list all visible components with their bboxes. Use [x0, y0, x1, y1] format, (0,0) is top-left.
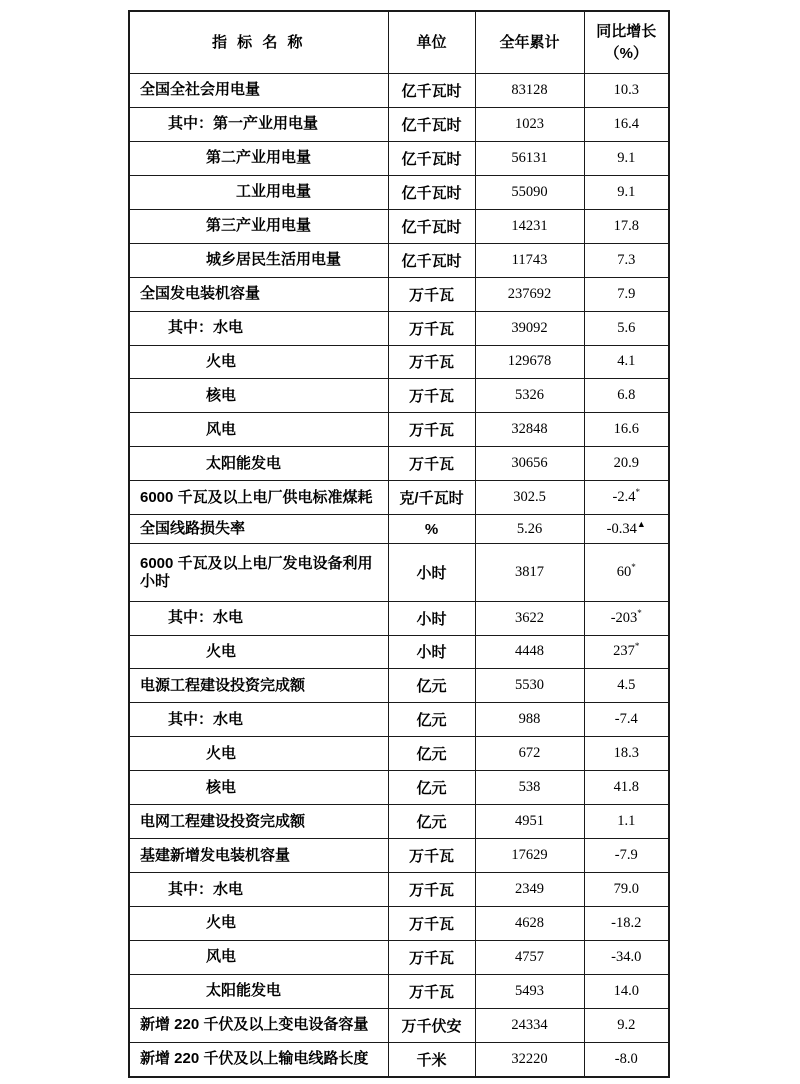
indicator-name-cell: 火电: [129, 345, 388, 379]
annual-cumulative-cell: 5493: [475, 974, 584, 1008]
yoy-growth-cell: -8.0: [584, 1042, 669, 1077]
annual-cumulative-cell: 5.26: [475, 515, 584, 544]
yoy-growth-cell: 5.6: [584, 311, 669, 345]
yoy-growth-cell: 14.0: [584, 974, 669, 1008]
annual-cumulative-cell: 4951: [475, 805, 584, 839]
indicator-name-cell: 全国发电装机容量: [129, 277, 388, 311]
unit-cell: 亿千瓦时: [388, 107, 475, 141]
indicator-name-cell: 火电: [129, 907, 388, 941]
yoy-growth-cell: -7.9: [584, 839, 669, 873]
indicator-name-cell: 新增 220 千伏及以上输电线路长度: [129, 1042, 388, 1077]
indicator-name-cell: 其中：水电: [129, 601, 388, 635]
annual-cumulative-cell: 30656: [475, 447, 584, 481]
header-unit: 单位: [388, 11, 475, 74]
yoy-growth-cell: 20.9: [584, 447, 669, 481]
statistics-table: [128, 10, 670, 1078]
yoy-growth-cell: -18.2: [584, 907, 669, 941]
unit-cell: 万千瓦: [388, 839, 475, 873]
annual-cumulative-cell: 3817: [475, 544, 584, 601]
unit-cell: 小时: [388, 544, 475, 601]
indicator-name-cell: 风电: [129, 940, 388, 974]
unit-cell: 亿千瓦时: [388, 74, 475, 108]
table-row: [129, 175, 669, 209]
yoy-growth-cell: 9.1: [584, 175, 669, 209]
indicator-name-cell: 全国全社会用电量: [129, 74, 388, 108]
table-row: [129, 1042, 669, 1077]
indicator-name-cell: 基建新增发电装机容量: [129, 839, 388, 873]
table-body: [129, 74, 669, 1078]
yoy-growth-cell: -203*: [584, 601, 669, 635]
indicator-name-cell: 其中：水电: [129, 311, 388, 345]
unit-cell: 万千瓦: [388, 277, 475, 311]
unit-cell: 亿千瓦时: [388, 243, 475, 277]
indicator-name-cell: 核电: [129, 379, 388, 413]
annual-cumulative-cell: 83128: [475, 74, 584, 108]
annual-cumulative-cell: 3622: [475, 601, 584, 635]
indicator-name-cell: 6000 千瓦及以上电厂发电设备利用小时: [129, 544, 388, 601]
table-row: [129, 311, 669, 345]
indicator-name-cell: 其中：水电: [129, 873, 388, 907]
annual-cumulative-cell: 129678: [475, 345, 584, 379]
table-row: [129, 873, 669, 907]
annual-cumulative-cell: 4628: [475, 907, 584, 941]
table-row: [129, 243, 669, 277]
yoy-growth-cell: -0.34▲: [584, 515, 669, 544]
yoy-growth-cell: 6.8: [584, 379, 669, 413]
indicator-name-cell: 其中：水电: [129, 703, 388, 737]
yoy-growth-cell: 79.0: [584, 873, 669, 907]
annual-cumulative-cell: 55090: [475, 175, 584, 209]
indicator-name-cell: 全国线路损失率: [129, 515, 388, 544]
table-row: [129, 107, 669, 141]
unit-cell: 亿元: [388, 669, 475, 703]
annual-cumulative-cell: 988: [475, 703, 584, 737]
table-row: [129, 277, 669, 311]
unit-cell: 克/千瓦时: [388, 481, 475, 515]
yoy-growth-cell: 7.3: [584, 243, 669, 277]
unit-cell: 万千瓦: [388, 413, 475, 447]
yoy-growth-cell: 9.2: [584, 1008, 669, 1042]
annual-cumulative-cell: 4757: [475, 940, 584, 974]
unit-cell: 千米: [388, 1042, 475, 1077]
unit-cell: 万千瓦: [388, 873, 475, 907]
yoy-growth-cell: 237*: [584, 635, 669, 669]
annual-cumulative-cell: 32848: [475, 413, 584, 447]
indicator-name-cell: 新增 220 千伏及以上变电设备容量: [129, 1008, 388, 1042]
indicator-name-cell: 城乡居民生活用电量: [129, 243, 388, 277]
yoy-growth-cell: 17.8: [584, 209, 669, 243]
yoy-growth-cell: -34.0: [584, 940, 669, 974]
indicator-name-cell: 其中：第一产业用电量: [129, 107, 388, 141]
yoy-growth-cell: 1.1: [584, 805, 669, 839]
header-yoy-growth: [584, 11, 669, 74]
table-row: [129, 703, 669, 737]
footnote-marker: *: [631, 562, 636, 573]
table-row: [129, 413, 669, 447]
unit-cell: 小时: [388, 601, 475, 635]
table-row: [129, 771, 669, 805]
indicator-name-cell: 太阳能发电: [129, 974, 388, 1008]
unit-cell: 亿千瓦时: [388, 209, 475, 243]
indicator-name-cell: 第三产业用电量: [129, 209, 388, 243]
annual-cumulative-cell: 32220: [475, 1042, 584, 1077]
unit-cell: 万千瓦: [388, 379, 475, 413]
unit-cell: 万千瓦: [388, 907, 475, 941]
footnote-marker: ▲: [636, 519, 646, 529]
table-row: [129, 379, 669, 413]
yoy-growth-cell: 7.9: [584, 277, 669, 311]
annual-cumulative-cell: 24334: [475, 1008, 584, 1042]
table-row: [129, 515, 669, 544]
table-row: [129, 345, 669, 379]
unit-cell: 亿千瓦时: [388, 141, 475, 175]
indicator-name-cell: 工业用电量: [129, 175, 388, 209]
table-row: [129, 907, 669, 941]
table-row: [129, 805, 669, 839]
annual-cumulative-cell: 14231: [475, 209, 584, 243]
unit-cell: 万千伏安: [388, 1008, 475, 1042]
table-header-row: [129, 11, 669, 74]
unit-cell: 万千瓦: [388, 345, 475, 379]
annual-cumulative-cell: 237692: [475, 277, 584, 311]
table-row: [129, 669, 669, 703]
unit-cell: 亿元: [388, 771, 475, 805]
indicator-name-cell: 核电: [129, 771, 388, 805]
yoy-growth-cell: 10.3: [584, 74, 669, 108]
indicator-name-cell: 火电: [129, 635, 388, 669]
unit-cell: 亿元: [388, 737, 475, 771]
yoy-growth-cell: -2.4*: [584, 481, 669, 515]
table-row: [129, 601, 669, 635]
unit-cell: %: [388, 515, 475, 544]
yoy-growth-cell: 16.4: [584, 107, 669, 141]
unit-cell: 万千瓦: [388, 447, 475, 481]
unit-cell: 亿元: [388, 703, 475, 737]
table-row: [129, 940, 669, 974]
header-yoy-growth-line1: 同比增长: [596, 22, 657, 40]
indicator-name-cell: 火电: [129, 737, 388, 771]
annual-cumulative-cell: 39092: [475, 311, 584, 345]
yoy-growth-cell: 4.1: [584, 345, 669, 379]
header-yoy-growth-line2: （%）: [604, 44, 648, 62]
table-row: [129, 839, 669, 873]
unit-cell: 万千瓦: [388, 940, 475, 974]
indicator-name-cell: 电源工程建设投资完成额: [129, 669, 388, 703]
footnote-marker: *: [635, 487, 640, 498]
unit-cell: 小时: [388, 635, 475, 669]
yoy-growth-cell: 60*: [584, 544, 669, 601]
indicator-name-cell: 第二产业用电量: [129, 141, 388, 175]
annual-cumulative-cell: 1023: [475, 107, 584, 141]
footnote-marker: *: [637, 607, 642, 618]
table-row: [129, 481, 669, 515]
annual-cumulative-cell: 538: [475, 771, 584, 805]
yoy-growth-cell: -7.4: [584, 703, 669, 737]
table-row: [129, 544, 669, 601]
unit-cell: 亿元: [388, 805, 475, 839]
indicator-name-cell: 6000 千瓦及以上电厂供电标准煤耗: [129, 481, 388, 515]
annual-cumulative-cell: 11743: [475, 243, 584, 277]
annual-cumulative-cell: 56131: [475, 141, 584, 175]
annual-cumulative-cell: 302.5: [475, 481, 584, 515]
indicator-name-cell: 太阳能发电: [129, 447, 388, 481]
table-row: [129, 447, 669, 481]
header-indicator-name: 指 标 名 称: [129, 11, 388, 74]
header-annual-cumulative: 全年累计: [475, 11, 584, 74]
footnote-marker: *: [634, 641, 640, 652]
table-row: [129, 974, 669, 1008]
annual-cumulative-cell: 17629: [475, 839, 584, 873]
yoy-growth-cell: 4.5: [584, 669, 669, 703]
annual-cumulative-cell: 2349: [475, 873, 584, 907]
table-row: [129, 209, 669, 243]
annual-cumulative-cell: 672: [475, 737, 584, 771]
indicator-name-cell: 风电: [129, 413, 388, 447]
yoy-growth-cell: 16.6: [584, 413, 669, 447]
table-row: [129, 737, 669, 771]
table-row: [129, 1008, 669, 1042]
yoy-growth-cell: 41.8: [584, 771, 669, 805]
annual-cumulative-cell: 4448: [475, 635, 584, 669]
unit-cell: 亿千瓦时: [388, 175, 475, 209]
annual-cumulative-cell: 5530: [475, 669, 584, 703]
table-row: [129, 74, 669, 108]
unit-cell: 万千瓦: [388, 974, 475, 1008]
annual-cumulative-cell: 5326: [475, 379, 584, 413]
yoy-growth-cell: 9.1: [584, 141, 669, 175]
unit-cell: 万千瓦: [388, 311, 475, 345]
indicator-name-cell: 电网工程建设投资完成额: [129, 805, 388, 839]
table-row: [129, 141, 669, 175]
table-row: [129, 635, 669, 669]
yoy-growth-cell: 18.3: [584, 737, 669, 771]
